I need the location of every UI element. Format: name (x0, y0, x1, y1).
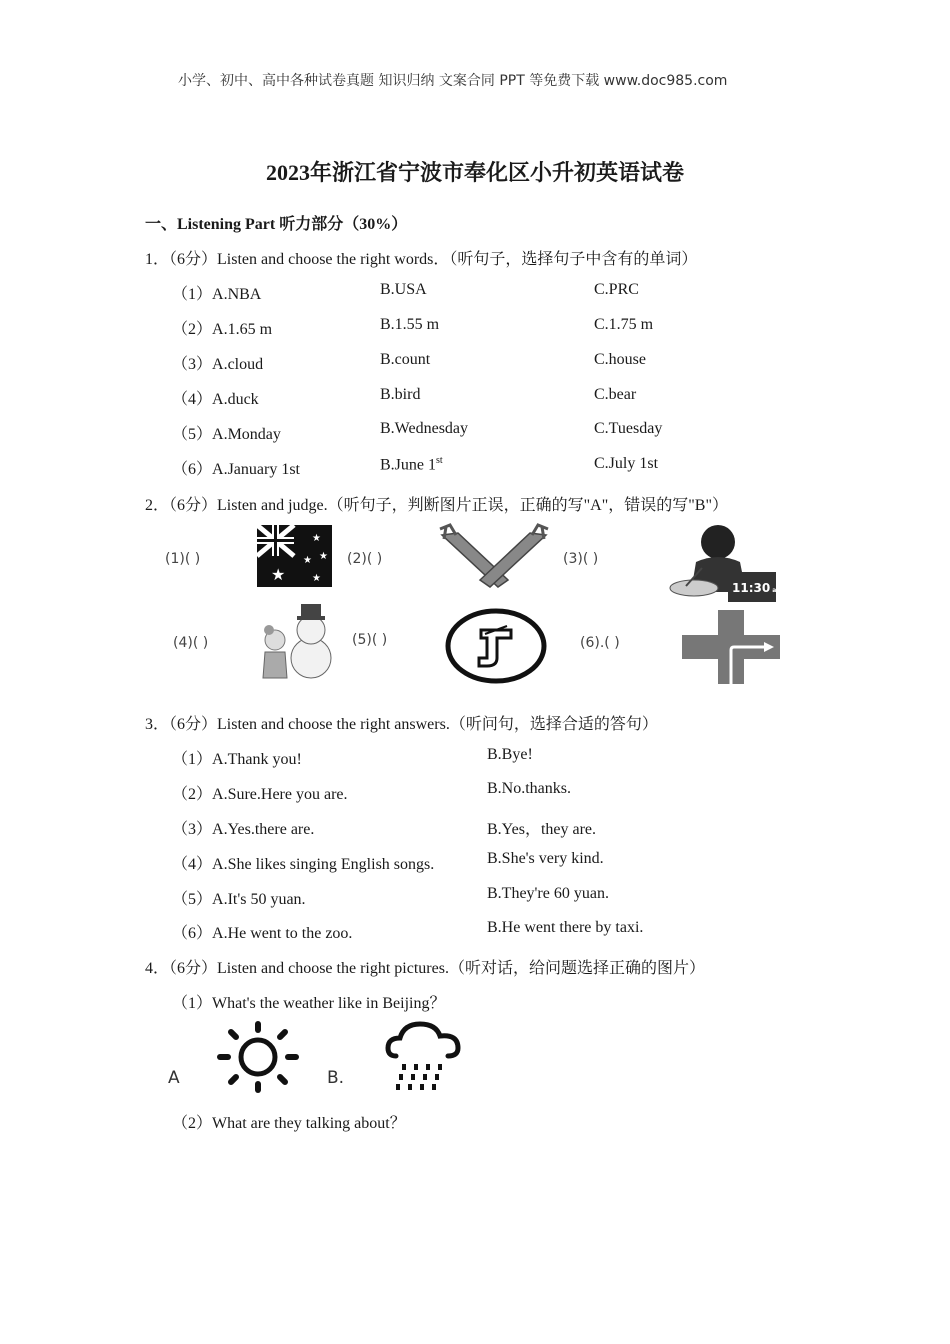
q3-item-5-option-b: B.They're 60 yuan. (487, 885, 609, 902)
q2-label-1: (1)( ) (165, 551, 201, 567)
question-2-stem: 2．（6分）Listen and judge.（听句子，判断图片正误，正确的写"A"，错误的写"B"） (145, 497, 728, 514)
page-title: 2023年浙江省宁波市奉化区小升初英语试卷 (265, 160, 684, 185)
q1-item-1-option-b: B.USA (380, 281, 427, 298)
q3-item-4-option-b: B.She's very kind. (487, 850, 604, 867)
svg-text:★: ★ (312, 573, 321, 584)
q1-item-4-option-a: （4）A.duck (172, 391, 259, 408)
q4-option-b-label: B. (327, 1068, 345, 1088)
q1-item-2-option-a: （2）A.1.65 m (172, 321, 273, 338)
q1-item-2-option-c: C.1.75 m (594, 316, 654, 333)
logo-image (445, 608, 547, 684)
sun-icon (214, 1020, 302, 1094)
q4-subquestion-1: （1）What's the weather like in Beijing？ (172, 995, 446, 1012)
svg-text:★: ★ (303, 555, 312, 566)
rain-cloud-icon (386, 1020, 462, 1094)
crossroad-sign-image (682, 610, 780, 684)
question-3-stem: 3．（6分）Listen and choose the right answers.（听问句，选择合适的答句） (145, 716, 658, 733)
q1-item-3-option-a: （3）A.cloud (172, 356, 264, 373)
q1-item-4-option-b: B.bird (380, 386, 421, 403)
q2-label-4: (4)( ) (173, 635, 209, 651)
q1-item-1-option-c: C.PRC (594, 281, 639, 298)
q1-item-2-option-b: B.1.55 m (380, 316, 440, 333)
q3-item-6-option-a: （6）A.He went to the zoo. (172, 925, 353, 942)
q2-label-2: (2)( ) (347, 551, 383, 567)
snowman-image (255, 600, 337, 680)
q3-item-5-option-a: （5）A.It's 50 yuan. (172, 891, 306, 908)
carrots-image (438, 525, 550, 590)
svg-text:★: ★ (319, 551, 328, 562)
q2-label-3: (3)( ) (563, 551, 599, 567)
section-heading-listening: 一、Listening Part 听力部分（30%） (145, 216, 408, 233)
q1-item-3-option-c: C.house (594, 351, 646, 368)
q1-item-1-option-a: （1）A.NBA (172, 286, 262, 303)
boy-eating-image (666, 522, 783, 604)
q4-subquestion-2: （2）What are they talking about？ (172, 1115, 406, 1132)
page-header: 小学、初中、高中各种试卷真题 知识归纳 文案合同 PPT 等免费下载 www.doc985.com (178, 73, 728, 89)
q3-item-2-option-b: B.No.thanks. (487, 780, 571, 797)
q2-label-5: (5)( ) (352, 632, 388, 648)
q2-label-6: (6).( ) (580, 635, 620, 651)
q1-item-6-option-c: C.July 1st (594, 455, 659, 472)
q4-option-a-label: A (168, 1068, 180, 1088)
q1-item-6-option-a: （6）A.January 1st (172, 461, 300, 478)
q1-item-5-option-c: C.Tuesday (594, 420, 663, 437)
q3-item-3-option-a: （3）A.Yes.there are. (172, 821, 315, 838)
q1-item-3-option-b: B.count (380, 351, 431, 368)
q3-item-1-option-b: B.Bye! (487, 746, 533, 763)
q3-item-2-option-a: （2）A.Sure.Here you are. (172, 786, 348, 803)
q1-item-5-option-a: （5）A.Monday (172, 426, 281, 443)
svg-text:★: ★ (271, 565, 286, 584)
q3-item-1-option-a: （1）A.Thank you! (172, 751, 302, 768)
q1-item-6-option-b: B.June 1st (380, 455, 443, 474)
svg-text:11:30am: 11:30 am (732, 581, 783, 595)
q3-item-3-option-b: B.Yes，they are. (487, 821, 597, 838)
question-1-stem: 1．（6分）Listen and choose the right words．（听句子，选择句子中含有的单词） (145, 251, 698, 268)
question-4-stem: 4．（6分）Listen and choose the right pictures.（听对话，给问题选择正确的图片） (145, 960, 705, 977)
q3-item-4-option-a: （4）A.She likes singing English songs. (172, 856, 435, 873)
flag-image (257, 525, 332, 587)
svg-text:★: ★ (312, 533, 321, 544)
q3-item-6-option-b: B.He went there by taxi. (487, 919, 644, 936)
q1-item-5-option-b: B.Wednesday (380, 420, 469, 437)
q1-item-4-option-c: C.bear (594, 386, 637, 403)
